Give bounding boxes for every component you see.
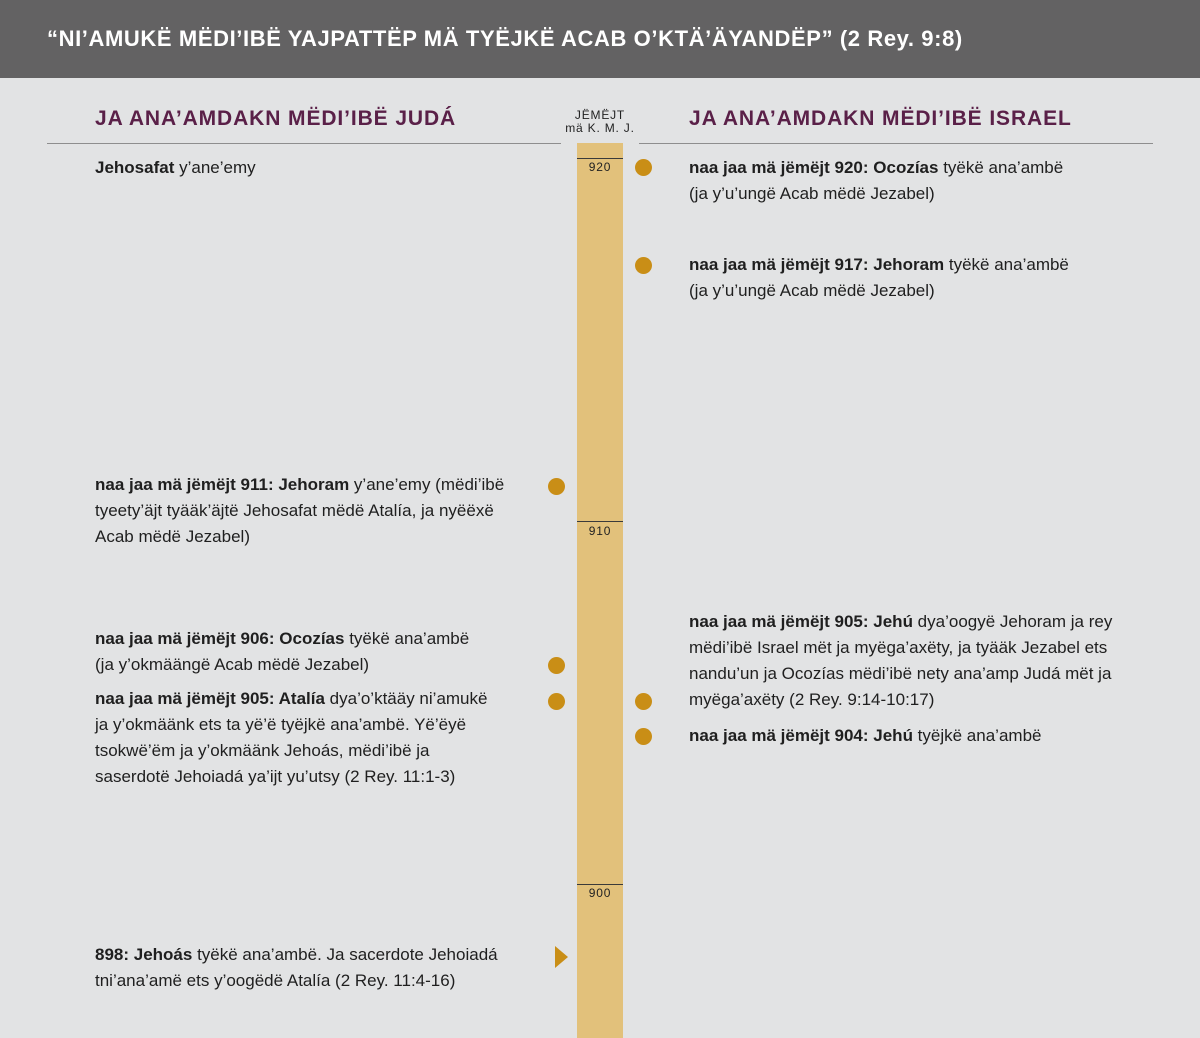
event-left — [95, 472, 504, 550]
event-line: tsokwë’ëm ja y’okmäänk Jehoás, mëdi’ibë ja — [95, 741, 430, 760]
left-column-heading: JA ANA’AMDAKN MËDI’IBË JUDÁ — [95, 107, 457, 130]
marker-dot — [635, 257, 652, 274]
event-text: tyëkë ana’ambë — [944, 255, 1069, 274]
page-title-banner — [0, 0, 1200, 78]
event-text: tyëkë ana’ambë. Ja sacerdote Jehoiadá — [192, 945, 498, 964]
event-bold: naa jaa mä jëmëjt 920: Ocozías — [689, 158, 939, 177]
right-heading-rule — [639, 143, 1153, 144]
event-line: (ja y’u’ungë Acab mëdë Jezabel) — [689, 184, 935, 203]
event-line: ja y’okmäänk ets ta yë’ë tyëjkë ana’ambë. Yë’ëyë — [95, 715, 467, 734]
event-bold: naa jaa mä jëmëjt 911: Jehoram — [95, 475, 350, 494]
tick-label-910: 910 — [588, 524, 612, 538]
event-bold: naa jaa mä jëmëjt 904: Jehú — [689, 726, 913, 745]
right-column-heading: JA ANA’AMDAKN MËDI’IBË ISRAEL — [689, 107, 1072, 130]
event-line: nandu’un ja Ocozías mëdi’ibë nety ana’amp Judá mët ja — [689, 664, 1112, 683]
event-line: tyeety’äjt tyääk’äjtë Jehosafat mëdë Atalía, ja nyëëxë — [95, 501, 494, 520]
event-line: tni’ana’amë ets y’oogëdë Atalía (2 Rey. 11:4-16) — [95, 971, 456, 990]
event-left — [95, 155, 256, 181]
event-text: tyëkë ana’ambë — [344, 629, 470, 648]
event-bold: naa jaa mä jëmëjt 917: Jehoram — [689, 255, 945, 274]
tick-label-900: 900 — [588, 886, 612, 900]
event-text: y’ane’emy — [174, 158, 256, 177]
event-line: myëga’axëty (2 Rey. 9:14-10:17) — [689, 690, 935, 709]
page-title: “NI’AMUKË MËDI’IBË YAJPATTËP MÄ TYËJKË ACAB O’KTÄ’ÄYANDËP” (2 Rey. 9:8) — [47, 26, 963, 51]
event-right — [689, 723, 1041, 749]
tick-920 — [577, 158, 623, 159]
timeline-bar — [577, 143, 623, 1038]
event-left — [95, 942, 498, 994]
axis-heading-line1: JËMËJT — [574, 108, 626, 122]
event-text: y’ane’emy (mëdi’ibë — [349, 475, 505, 494]
axis-heading-line2: mä K. M. J. — [565, 121, 635, 135]
event-text: dya’oogyë Jehoram ja rey — [912, 612, 1113, 631]
event-right — [689, 609, 1112, 713]
left-heading-rule — [47, 143, 561, 144]
event-text: tyëjkë ana’ambë — [912, 726, 1042, 745]
marker-dot — [548, 478, 565, 495]
event-bold: 898: Jehoás — [95, 945, 193, 964]
marker-dot — [635, 159, 652, 176]
event-line: (ja y’okmäängë Acab mëdë Jezabel) — [95, 655, 370, 674]
event-bold: Jehosafat — [95, 158, 175, 177]
marker-arrow-icon — [555, 946, 568, 968]
event-text: dya’o’ktääy ni’amukë — [324, 689, 488, 708]
event-line: saserdotë Jehoiadá ya’ijt yu’utsy (2 Rey. 11:1-3) — [95, 767, 456, 786]
marker-dot — [635, 728, 652, 745]
event-right — [689, 252, 1069, 304]
event-right — [689, 155, 1063, 207]
event-bold: naa jaa mä jëmëjt 906: Ocozías — [95, 629, 345, 648]
tick-label-920: 920 — [588, 160, 612, 174]
tick-900 — [577, 884, 623, 885]
event-left — [95, 626, 469, 678]
marker-dot — [635, 693, 652, 710]
marker-dot — [548, 657, 565, 674]
event-bold: naa jaa mä jëmëjt 905: Jehú — [689, 612, 913, 631]
tick-910 — [577, 521, 623, 522]
event-text: tyëkë ana’ambë — [938, 158, 1064, 177]
event-line: (ja y’u’ungë Acab mëdë Jezabel) — [689, 281, 935, 300]
event-line: mëdi’ibë Israel mët ja myëga’axëty, ja tyääk Jezabel ets — [689, 638, 1108, 657]
event-line: Acab mëdë Jezabel) — [95, 527, 250, 546]
event-left — [95, 686, 487, 790]
event-bold: naa jaa mä jëmëjt 905: Atalía — [95, 689, 325, 708]
marker-dot — [548, 693, 565, 710]
axis-heading — [555, 109, 645, 135]
